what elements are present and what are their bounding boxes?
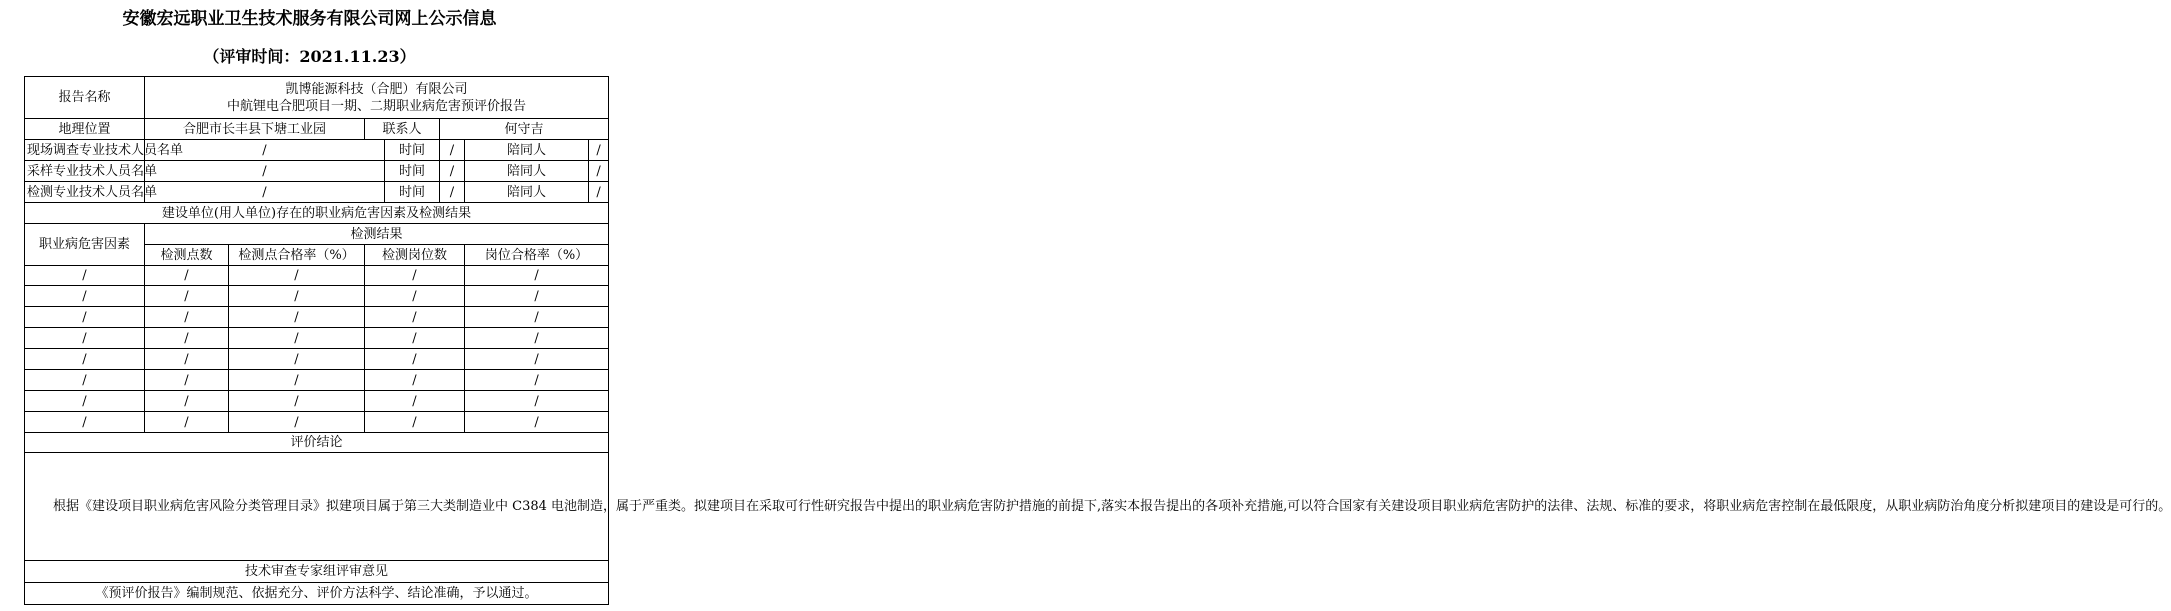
point-pass-rate-cell: / bbox=[229, 370, 365, 391]
staff-time: / bbox=[440, 182, 465, 203]
hazard-factor-cell: / bbox=[25, 286, 145, 307]
post-pass-rate-cell: / bbox=[465, 391, 609, 412]
report-name-row bbox=[25, 77, 609, 119]
staff-names: / bbox=[145, 182, 385, 203]
hazard-factor-cell: / bbox=[25, 349, 145, 370]
test-points-cell: / bbox=[145, 286, 229, 307]
test-points-cell: / bbox=[145, 370, 229, 391]
hazard-section-row bbox=[25, 203, 609, 224]
conclusion-title-row bbox=[25, 433, 609, 453]
post-pass-rate-cell: / bbox=[465, 370, 609, 391]
column-header: 检测岗位数 bbox=[365, 245, 465, 266]
hazard-factor-cell: / bbox=[25, 266, 145, 286]
hazard-row bbox=[25, 286, 609, 307]
location-value: 合肥市长丰县下塘工业园 bbox=[145, 119, 365, 140]
expert-title: 技术审查专家组评审意见 bbox=[25, 561, 609, 583]
hazard-factor-cell: / bbox=[25, 307, 145, 328]
test-posts-cell: / bbox=[365, 307, 465, 328]
staff-companion: / bbox=[589, 161, 609, 182]
test-posts-cell: / bbox=[365, 391, 465, 412]
conclusion-text: 根据《建设项目职业病危害风险分类管理目录》拟建项目属于第三大类制造业中 C384 电池制造，属于严重类。拟建项目在采取可行性研究报告中提出的职业病危害防护措施的前提下,落实本报告提出的各项补充措施,可以符合国家有关建设项目职业病危害防护的法律、法规、标准的要求，将职业病危害控制在最低限度，从职业病防治角度分析拟建项目的建设是可行的。 bbox=[25, 453, 609, 561]
test-points-cell: / bbox=[145, 307, 229, 328]
staff-row bbox=[25, 140, 609, 161]
test-posts-cell: / bbox=[365, 286, 465, 307]
report-name-line2: 中航锂电合肥项目一期、二期职业病危害预评价报告 bbox=[227, 98, 527, 114]
hazard-header-row bbox=[25, 224, 609, 245]
point-pass-rate-cell: / bbox=[229, 307, 365, 328]
staff-names: / bbox=[145, 140, 385, 161]
report-name-value bbox=[145, 77, 609, 119]
point-pass-rate-cell: / bbox=[229, 349, 365, 370]
point-pass-rate-cell: / bbox=[229, 266, 365, 286]
hazard-row bbox=[25, 349, 609, 370]
staff-label: 检测专业技术人员名单 bbox=[25, 182, 145, 203]
test-points-cell: / bbox=[145, 412, 229, 433]
column-header: 岗位合格率（%） bbox=[465, 245, 609, 266]
staff-time: / bbox=[440, 140, 465, 161]
hazard-row bbox=[25, 328, 609, 349]
hazard-factor-cell: / bbox=[25, 412, 145, 433]
test-points-cell: / bbox=[145, 391, 229, 412]
column-header: 检测点数 bbox=[145, 245, 229, 266]
staff-label: 采样专业技术人员名单 bbox=[25, 161, 145, 182]
staff-time: / bbox=[440, 161, 465, 182]
test-posts-cell: / bbox=[365, 349, 465, 370]
point-pass-rate-cell: / bbox=[229, 391, 365, 412]
test-points-cell: / bbox=[145, 266, 229, 286]
post-pass-rate-cell: / bbox=[465, 286, 609, 307]
staff-row bbox=[25, 161, 609, 182]
report-name-label: 报告名称 bbox=[25, 77, 145, 119]
test-posts-cell: / bbox=[365, 266, 465, 286]
conclusion-text-row bbox=[25, 453, 609, 561]
contact-label: 联系人 bbox=[365, 119, 440, 140]
disclosure-table bbox=[24, 76, 2171, 605]
staff-companion: / bbox=[589, 140, 609, 161]
test-posts-cell: / bbox=[365, 328, 465, 349]
hazard-row bbox=[25, 412, 609, 433]
hazard-factor-cell: / bbox=[25, 370, 145, 391]
post-pass-rate-cell: / bbox=[465, 266, 609, 286]
point-pass-rate-cell: / bbox=[229, 412, 365, 433]
staff-time-label: 时间 bbox=[385, 161, 440, 182]
hazard-row bbox=[25, 266, 609, 286]
location-row bbox=[25, 119, 609, 140]
post-pass-rate-cell: / bbox=[465, 307, 609, 328]
staff-companion-label: 陪同人 bbox=[465, 161, 589, 182]
hazard-factor-cell: / bbox=[25, 328, 145, 349]
test-points-cell: / bbox=[145, 349, 229, 370]
staff-companion-label: 陪同人 bbox=[465, 182, 589, 203]
report-name-line1: 凯博能源科技（合肥）有限公司 bbox=[285, 81, 468, 97]
expert-text-row bbox=[25, 583, 609, 605]
location-label: 地理位置 bbox=[25, 119, 145, 140]
post-pass-rate-cell: / bbox=[465, 412, 609, 433]
column-header: 检测点合格率（%） bbox=[229, 245, 365, 266]
test-posts-cell: / bbox=[365, 412, 465, 433]
hazard-factor-cell: / bbox=[25, 391, 145, 412]
test-posts-cell: / bbox=[365, 370, 465, 391]
hazard-factor-header: 职业病危害因素 bbox=[25, 224, 145, 266]
conclusion-title: 评价结论 bbox=[25, 433, 609, 453]
point-pass-rate-cell: / bbox=[229, 328, 365, 349]
point-pass-rate-cell: / bbox=[229, 286, 365, 307]
hazard-row bbox=[25, 307, 609, 328]
staff-time-label: 时间 bbox=[385, 182, 440, 203]
test-points-cell: / bbox=[145, 328, 229, 349]
post-pass-rate-cell: / bbox=[465, 349, 609, 370]
expert-title-row bbox=[25, 561, 609, 583]
staff-row bbox=[25, 182, 609, 203]
staff-names: / bbox=[145, 161, 385, 182]
staff-time-label: 时间 bbox=[385, 140, 440, 161]
hazard-row bbox=[25, 370, 609, 391]
staff-companion: / bbox=[589, 182, 609, 203]
hazard-section-title: 建设单位(用人单位)存在的职业病危害因素及检测结果 bbox=[25, 203, 609, 224]
page-title: 安徽宏远职业卫生技术服务有限公司网上公示信息 bbox=[122, 9, 497, 29]
staff-label: 现场调查专业技术人员名单 bbox=[25, 140, 145, 161]
contact-value: 何守吉 bbox=[440, 119, 609, 140]
results-header: 检测结果 bbox=[145, 224, 609, 245]
review-time: （评审时间：2021.11.23） bbox=[203, 47, 416, 66]
hazard-row bbox=[25, 391, 609, 412]
expert-text: 《预评价报告》编制规范、依据充分、评价方法科学、结论准确，予以通过。 bbox=[25, 583, 609, 605]
staff-companion-label: 陪同人 bbox=[465, 140, 589, 161]
post-pass-rate-cell: / bbox=[465, 328, 609, 349]
